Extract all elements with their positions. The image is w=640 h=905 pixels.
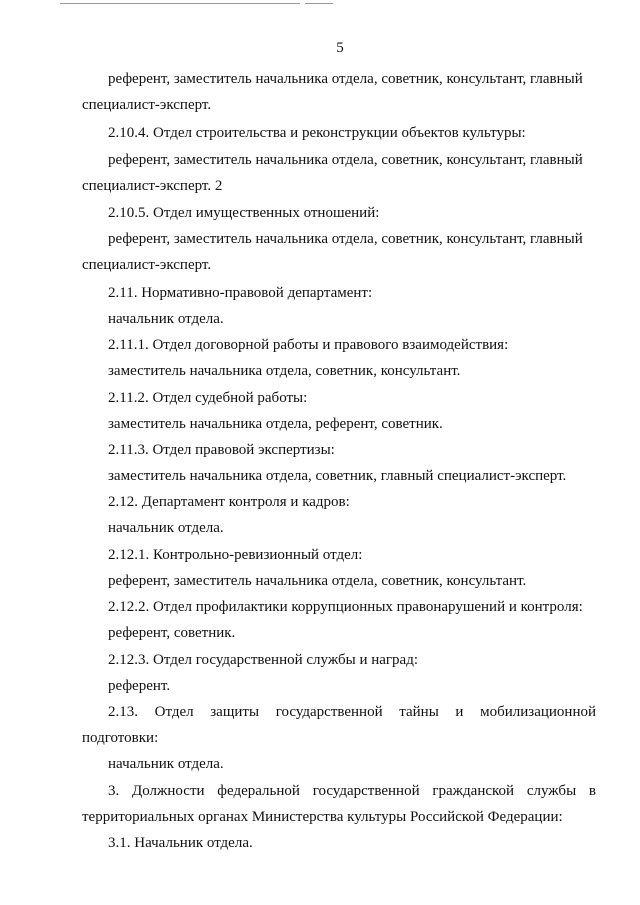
section-heading: 2.12. Департамент контроля и кадров: <box>108 494 350 510</box>
text-line: референт. <box>108 678 171 694</box>
text-line: специалист-эксперт. 2 <box>82 178 223 194</box>
section-heading: 2.12.3. Отдел государственной службы и наград: <box>108 652 419 668</box>
section-heading: 2.12.1. Контрольно-ревизионный отдел: <box>108 547 363 563</box>
text-line: референт, заместитель начальника отдела, советник, консультант, главный <box>108 152 583 168</box>
text-line: референт, заместитель начальника отдела, советник, консультант. <box>108 573 527 589</box>
text-line: референт, заместитель начальника отдела, советник, консультант, главный <box>108 231 583 247</box>
scan-edge-line <box>60 3 300 4</box>
text-line: специалист-эксперт. <box>82 257 212 273</box>
page-number: 5 <box>336 40 344 56</box>
section-heading: 2.11.3. Отдел правовой экспертизы: <box>108 442 335 458</box>
section-heading: 3. Должности федеральной государственной гражданской службы в <box>108 783 596 799</box>
text-line: заместитель начальника отдела, советник, главный специалист-эксперт. <box>108 468 567 484</box>
text-line: начальник отдела. <box>108 311 224 327</box>
section-heading: 2.10.5. Отдел имущественных отношений: <box>108 205 380 221</box>
text-line: заместитель начальника отдела, советник, консультант. <box>108 363 461 379</box>
section-heading: 2.11.2. Отдел судебной работы: <box>108 390 308 406</box>
text-line: заместитель начальника отдела, референт, советник. <box>108 416 443 432</box>
text-line: референт, заместитель начальника отдела, советник, консультант, главный <box>108 71 583 87</box>
text-line: подготовки: <box>82 730 159 746</box>
section-heading: 2.11.1. Отдел договорной работы и правового взаимодействия: <box>108 337 509 353</box>
text-line: начальник отдела. <box>108 520 224 536</box>
section-heading: 3.1. Начальник отдела. <box>108 835 253 851</box>
section-heading: 2.12.2. Отдел профилактики коррупционных правонарушений и контроля: <box>108 599 583 615</box>
text-line: специалист-эксперт. <box>82 97 212 113</box>
text-line: референт, советник. <box>108 625 236 641</box>
section-heading: 2.11. Нормативно-правовой департамент: <box>108 285 373 301</box>
text-line: начальник отдела. <box>108 756 224 772</box>
section-heading: 2.10.4. Отдел строительства и реконструкции объектов культуры: <box>108 125 526 141</box>
section-heading: 2.13. Отдел защиты государственной тайны и мобилизационной <box>108 704 596 720</box>
scan-edge-line-short <box>305 3 333 4</box>
text-line: территориальных органах Министерства культуры Российской Федерации: <box>82 809 563 825</box>
